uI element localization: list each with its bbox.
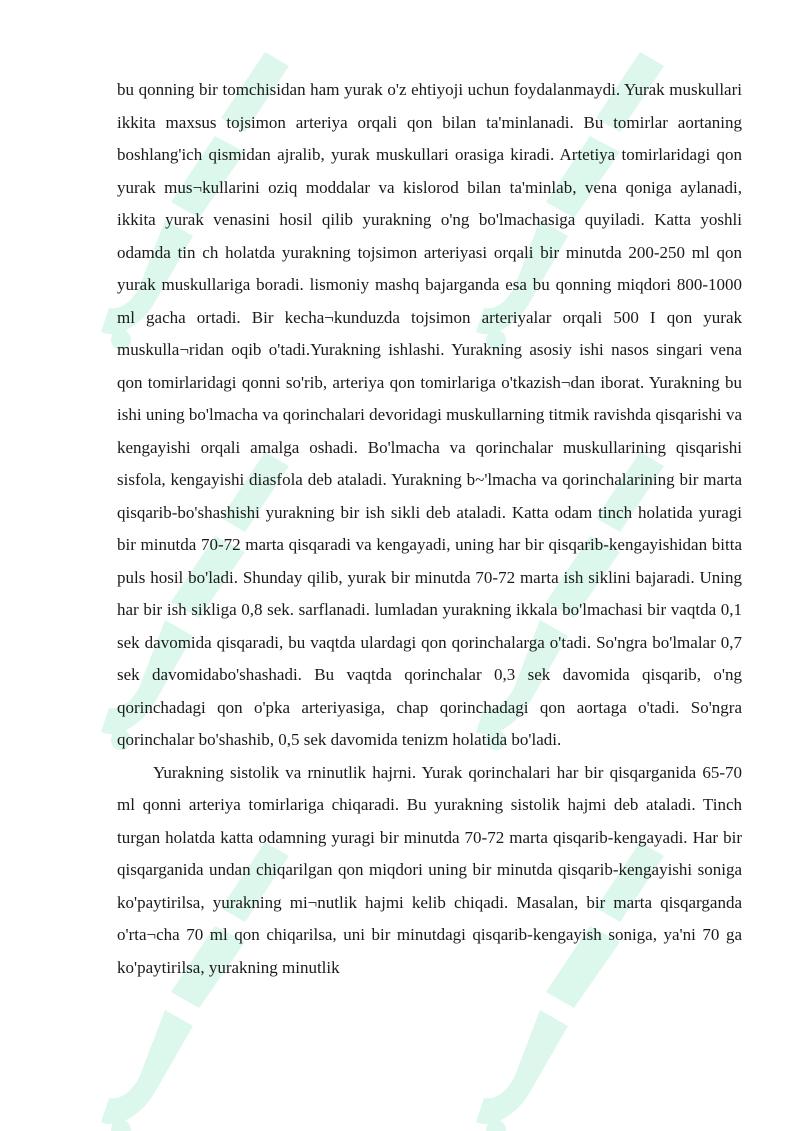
document-body <box>117 74 742 984</box>
paragraph-2: Yurakning sistolik va rninutlik hajrni. Yurak qorinchalari har bir qisqarganida 65-70 ml qonni arteriya tomirlariga chiqaradi. Bu yurakning sistolik hajmi deb ataladi. Tinch turgan holatda katta odamning yuragi bir minutda 70-72 marta qisqarib-kengayadi. Har bir qisqarganida undan chiqarilgan qon miqdori uning bir minutda qisqarib-kengayishi soniga ko'paytirilsa, yurakning mi¬nutlik hajmi kelib chiqadi. Masalan, bir marta qisqarganda o'rta¬cha 70 ml qon chiqarilsa, uni bir minutdagi qisqarib-kengayish soniga, ya'ni 70 ga ko'paytirilsa, yurakning minutlik <box>117 762 742 977</box>
paragraph-1: bu qonning bir tomchisidan ham yurak o'z ehtiyoji uchun foydalanmaydi. Yurak muskullari ikkita maxsus tojsimon arteriya orqali qon bilan ta'minlanadi. Bu tomirlar aortaning boshlang'ich qismidan ajralib, yurak muskullari orasiga kiradi. Artetiya tomirlaridagi qon yurak mus¬kullarini oziq moddalar va kislorod bilan ta'minlab, vena qoniga aylanadi, ikkita yurak venasini hosil qilib yurakning o'ng bo'lmachasiga quyiladi. Katta yoshli odamda tin ch holatda yurakning tojsimon arteriyasi orqali bir minutda 200-250 ml qon yurak muskullariga boradi. lismoniy mashq bajarganda esa bu qonning miqdori 800-1000 ml gacha ortadi. Bir kecha¬kunduzda tojsimon arteriyalar orqali 500 I qon yurak muskulla¬ridan oqib o'tadi.Yurakning ishlashi. Yurakning asosiy ishi nasos singari vena qon tomirlaridagi qonni so'rib, arteriya qon tomirlariga o'tkazish¬dan iborat. Yurakning bu ishi uning bo'lmacha va qorinchalari devoridagi muskullarning titmik ravishda qisqarishi va kengayishi orqali amalga oshadi. Bo'lmacha va qorinchalar muskullarining qisqarishi sisfola, kengayishi diasfola deb ataladi. Yurakning b~'lmacha va qorinchalarining bir marta qisqarib-bo'shashishi yurakning bir ish sikli deb ataladi. Katta odam tinch holatida yuragi bir minutda 70-72 marta qisqaradi va kengayadi, uning har bir qisqarib-kengayishidan bitta puls hosil bo'ladi. Shunday qilib, yurak bir minutda 70-72 marta ish siklini bajaradi. Uning har bir ish sikliga 0,8 sek. sarflanadi. lumladan yurakning ikkala bo'lmachasi bir vaqtda 0,1 sek davomida qisqaradi, bu vaqtda ulardagi qon qorinchalarga o'tadi. So'ngra bo'lmalar 0,7 sek davomidabo'shashadi. Bu vaqtda qorinchalar 0,3 sek davomida qisqarib, o'ng qorinchadagi qon o'pka arteriyasiga, chap qorinchadagi qon aortaga o'tadi. So'ngra qorinchalar bo'shashib, 0,5 sek davomida tenizm holatida bo'ladi. <box>117 80 742 749</box>
